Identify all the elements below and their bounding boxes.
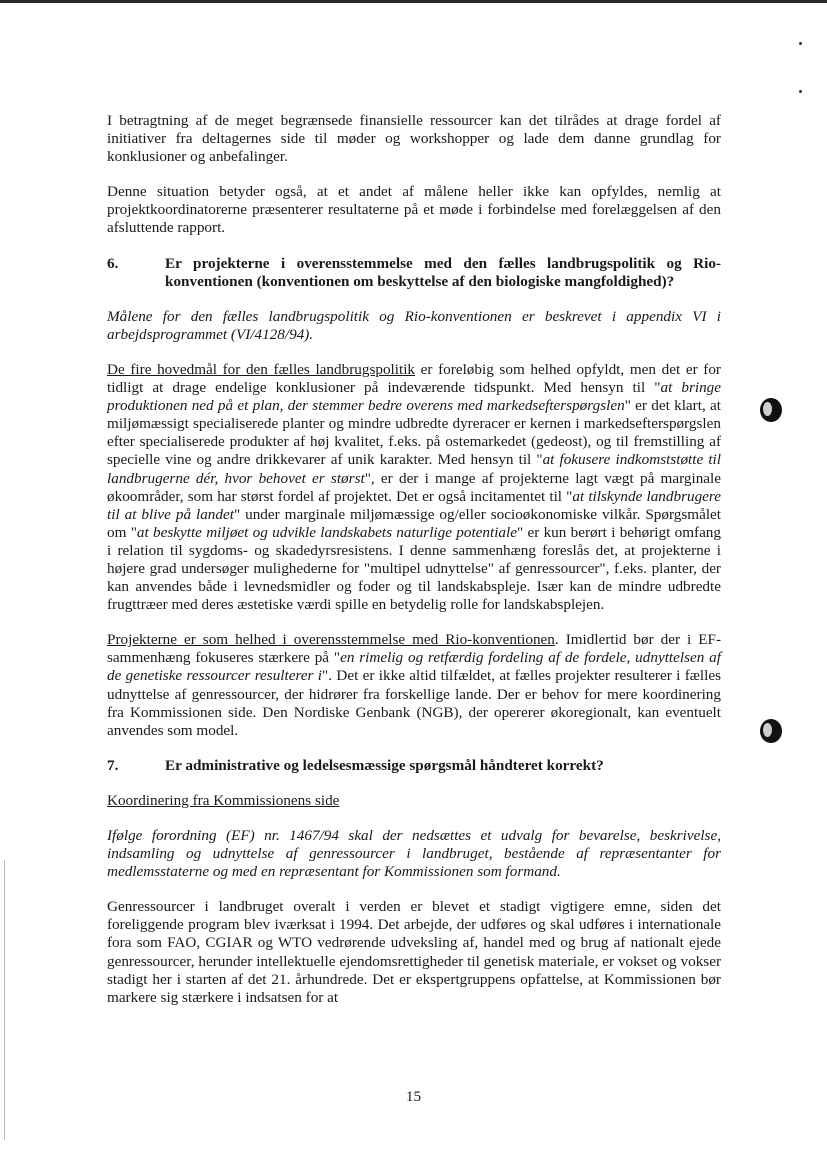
quoted-goal: at beskytte miljøet og udvikle landskabets naturlige potentiale xyxy=(136,523,517,541)
punch-hole xyxy=(760,719,782,743)
punch-hole xyxy=(760,398,782,422)
quoted-goal: at fokusere indkomststøtte til landbrugerne dér, hvor behovet er størst xyxy=(107,451,721,487)
quoted-goal: at tilskynde landbrugere til at blive på landet xyxy=(107,487,721,523)
text-run: " er det klart, at miljømæssigt specialiserede planter og mindre udbredte dyreracer er kernen i markedsefterspørgslen efter specialiserede produkter af høj kvalitet, f.eks. på ostemarkedet (gedeost), og til fremstilling af specielle vine og andre drikkevarer af unik karakter. Med hensyn til " xyxy=(107,397,721,469)
paragraph-resources: I betragtning af de meget begrænsede finansielle ressourcer kan det tilrådes at drage fordel af initiativer fra deltagernes side til møder og workshopper og lade dem danne grundlag for konklusioner og anbefalinger. xyxy=(107,112,721,166)
paragraph-rio-konventionen xyxy=(107,631,721,740)
section-6-intro: Målene for den fælles landbrugspolitik og Rio-konventionen er beskrevet i appendix VI i arbejdsprogrammet (VI/4128/94). xyxy=(107,307,721,343)
underlined-phrase: De fire hovedmål for den fælles landbrugspolitik xyxy=(107,360,416,378)
quoted-goal: en rimelig og retfærdig fordeling af de fordele, udnyttelsen af de genetiske ressourcer resulterer i xyxy=(107,649,721,685)
document-body xyxy=(107,112,721,1007)
text-run: . Imidlertid bør der i EF-sammenhæng fokuseres stærkere på " xyxy=(107,631,722,667)
text-run: " er kun berørt i behørigt omfang i relation til sygdoms- og skadedyrsresistens. I denne sammenhæng foreslås det, at projekterne i højere grad undersøger mulighederne for "multipel udnyttelse" af genressourcer", f.eks. planter, der kan anvendes både i levnedsmidler og foder og til landskabspleje. Især kan de mindre udbredte frugttræer med deres æstetiske værdi spille en betydelig rolle for landskabsplejen. xyxy=(107,523,721,614)
section-7-heading xyxy=(107,757,721,775)
subheading-text: Koordinering fra Kommissionens side xyxy=(107,791,340,809)
top-border xyxy=(0,0,827,3)
underlined-phrase: Projekterne er som helhed i overensstemmelse med Rio-konventionen xyxy=(107,631,555,649)
paragraph-genressourcer: Genressourcer i landbruget overalt i verden er blevet et stadigt vigtigere emne, siden det foreliggende program blev iværksat i 1994. Det arbejde, der udføres og skal udføres i internationale fora som FAO, CGIAR og WTO vedrørende udveksling af, handel med og brug af nationalt ejede genressourcer, herunder intellektuelle ejendomsrettigheder til genetisk materiale, er vokset og vokser stadigt her i starten af det 21. århundrede. Det er ekspertgruppens opfattelse, at Kommissionen bør markere sig stærkere i indsatsen for at xyxy=(107,898,721,1006)
section-title: Er projekterne i overensstemmelse med den fælles landbrugspolitik og Rio-konventionen (konventionen om beskyttelse af den biologiske mangfoldighed)? xyxy=(165,254,721,290)
text-run: " under marginale miljømæssige og/eller socioøkonomiske vilkår. Spørgsmålet om " xyxy=(107,505,721,541)
section-title: Er administrative og ledelsesmæssige spørgsmål håndteret korrekt? xyxy=(165,756,604,774)
section-number: 7. xyxy=(107,756,119,774)
scan-mark xyxy=(799,90,802,93)
text-run: ". Det er ikke altid tilfældet, at fælles projekter resulterer i fælles udnyttelse af genressourcer, der hidrører fra forskellige lande. Der er behov for mere koordinering fra Kommissionen side. Den Nordiske Genbank (NGB), der opererer økoregionalt, kan eventuelt anvendes som model. xyxy=(107,667,721,739)
section-number: 6. xyxy=(107,254,119,272)
text-run: ", er der i mange af projekterne lagt vægt på marginale økoområder, som har størst fordel af projektet. Det er også incitamentet til " xyxy=(107,469,721,505)
quoted-goal: at bringe produktionen ned på et plan, der stemmer bedre overens med markedsefterspørgslen xyxy=(107,379,722,415)
scan-mark xyxy=(799,42,802,45)
subheading xyxy=(107,792,721,810)
section-6-heading xyxy=(107,255,721,291)
text-run: er foreløbig som helhed opfyldt, men det er for tidligt at drage endelige konklusioner på indeværende tidspunkt. Med hensyn til " xyxy=(107,360,721,397)
page-number: 15 xyxy=(405,1088,422,1105)
regulation-paragraph: Ifølge forordning (EF) nr. 1467/94 skal der nedsættes et udvalg for bevarelse, beskrivelse, indsamling og udnyttelse af genressourcer i landbruget, bestående af repræsentanter for medlemsstaterne og med en repræsentant for Kommissionen som formand. xyxy=(107,827,721,881)
paragraph-situation: Denne situation betyder også, at et andet af målene heller ikke kan opfyldes, nemlig at projektkoordinatorerne præsenterer resultaterne på et møde i forbindelse med forelæggelsen af den afsluttende rapport. xyxy=(107,183,721,237)
paragraph-landbrugspolitik xyxy=(107,361,721,614)
